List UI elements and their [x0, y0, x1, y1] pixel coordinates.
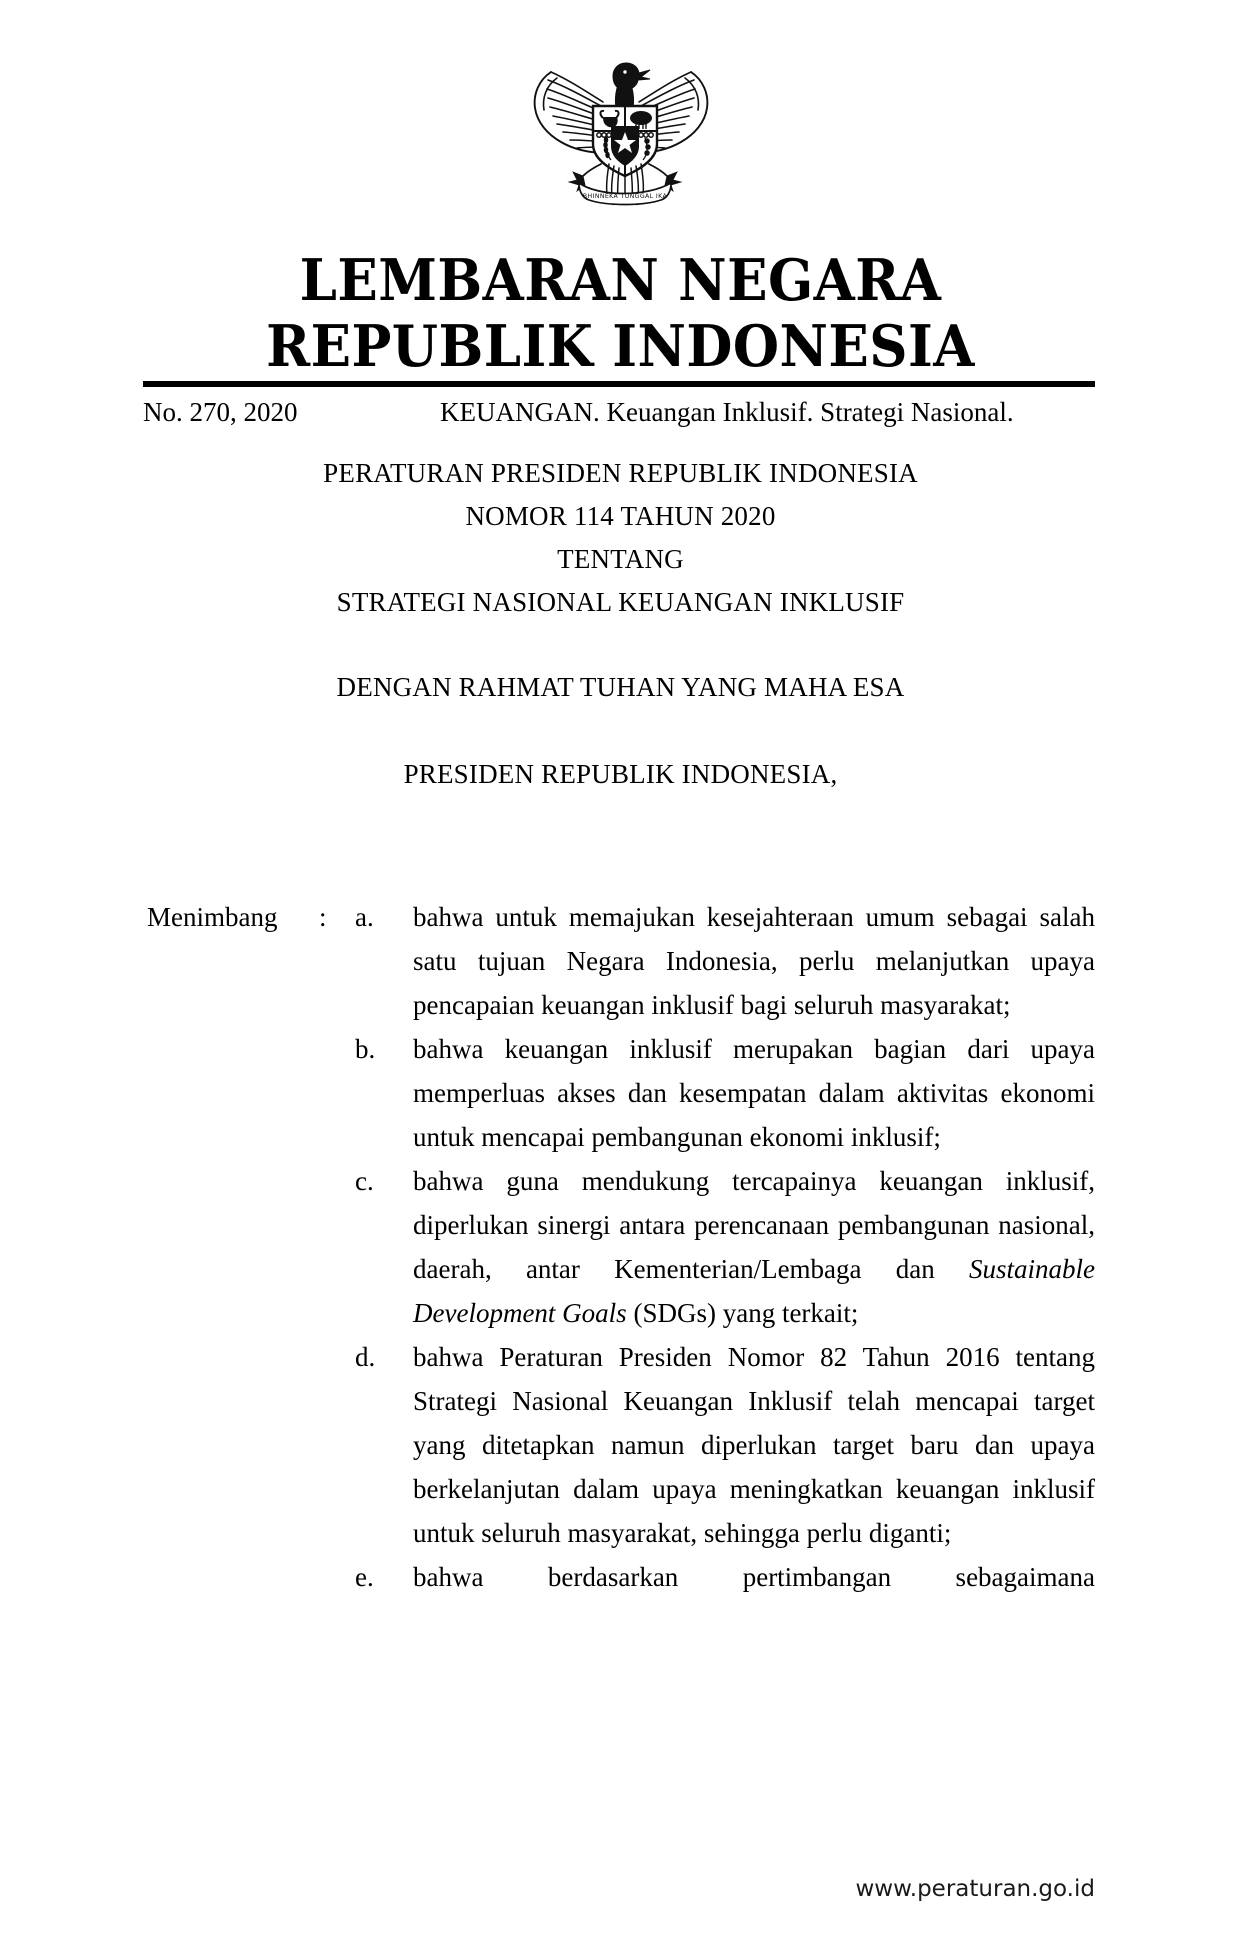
list-item-marker: a.	[355, 902, 374, 932]
list-item-text-part2: (SDGs) yang terkait;	[626, 1298, 859, 1328]
list-item-text: bahwa Peraturan Presiden Nomor 82 Tahun 2016 tentang Strategi Nasional Keuangan Inklusif telah mencapai target yang ditetapkan namun diperlukan target baru dan upaya berkelanjutan dalam upaya meningkatkan keuangan inklusif untuk seluruh masyarakat, sehingga perlu diganti;	[413, 1342, 1095, 1548]
garuda-pancasila-emblem	[0, 52, 1241, 212]
gazette-number: No. 270, 2020	[143, 397, 298, 427]
list-item-text	[413, 1159, 1095, 1335]
considerations-colon: :	[319, 902, 327, 932]
considerations-section	[143, 895, 1095, 1599]
list-item-marker: b.	[355, 1034, 376, 1064]
title-line-2: NOMOR 114 TAHUN 2020	[465, 501, 776, 531]
title-line-3: TENTANG	[557, 544, 684, 574]
list-item-marker: c.	[355, 1166, 374, 1196]
list-item	[143, 895, 1095, 1027]
title-line-4: STRATEGI NASIONAL KEUANGAN INKLUSIF	[336, 587, 905, 617]
list-item-text-italic: Sustainable Development Goals	[413, 1254, 1095, 1328]
list-item	[143, 1335, 1095, 1555]
list-item-text: bahwa untuk memajukan kesejahteraan umum sebagai salah satu tujuan Negara Indonesia, perlu melanjutkan upaya pencapaian keuangan inklusif bagi seluruh masyarakat;	[413, 902, 1095, 1020]
list-item-marker: d.	[355, 1342, 376, 1372]
list-item-marker: e.	[355, 1562, 374, 1592]
list-item-text: bahwa berdasarkan pertimbangan sebagaimana	[413, 1562, 1095, 1592]
list-item	[143, 1159, 1095, 1335]
title-line-1: PERATURAN PRESIDEN REPUBLIK INDONESIA	[323, 458, 918, 488]
masthead-line-2: REPUBLIK INDONESIA	[266, 313, 975, 380]
masthead	[0, 248, 1241, 380]
title-spacer-1	[0, 624, 1241, 666]
signatory-line: PRESIDEN REPUBLIK INDONESIA,	[403, 759, 838, 789]
blessing-line: DENGAN RAHMAT TUHAN YANG MAHA ESA	[336, 672, 905, 702]
title-spacer-2	[0, 709, 1241, 753]
list-item	[143, 1027, 1095, 1159]
gazette-subject: KEUANGAN. Keuangan Inklusif. Strategi Nasional.	[440, 397, 1014, 427]
footer-url: www.peraturan.go.id	[855, 1876, 1095, 1902]
considerations-list	[143, 895, 1095, 1599]
emblem-motto-text: BHINNEKA TUNGGAL IKA	[582, 193, 667, 200]
gazette-header-row	[143, 392, 1095, 432]
considerations-label: Menimbang	[147, 902, 278, 932]
list-item	[143, 1555, 1095, 1599]
regulation-title-block	[0, 452, 1241, 796]
list-item-text-part1: bahwa guna mendukung tercapainya keuangan inklusif, diperlukan sinergi antara perencanaan pembangunan nasional, daerah, antar Kementerian/Lembaga dan	[413, 1166, 1095, 1284]
list-item-text: bahwa keuangan inklusif merupakan bagian dari upaya memperluas akses dan kesempatan dalam aktivitas ekonomi untuk mencapai pembangunan ekonomi inklusif;	[413, 1034, 1095, 1152]
masthead-line-1: LEMBARAN NEGARA	[299, 247, 942, 314]
header-divider	[143, 381, 1095, 387]
